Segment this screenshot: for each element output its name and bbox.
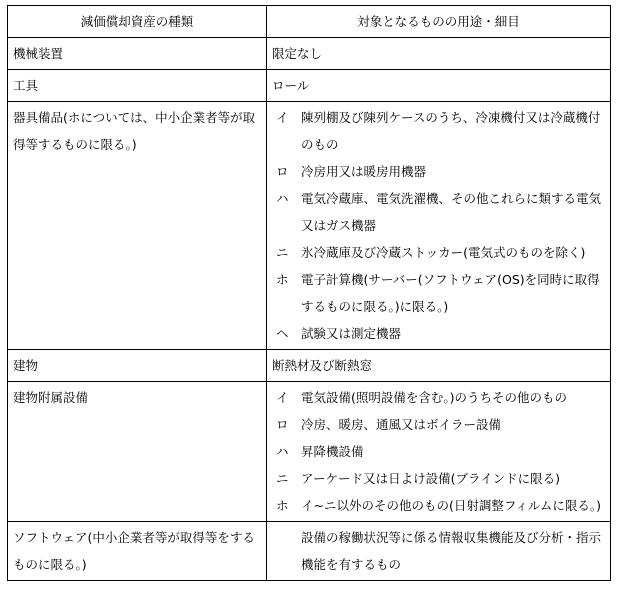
subitem-marker: ハ: [276, 191, 289, 206]
subitem-text: 試験又は測定機器: [301, 326, 402, 341]
subitem-marker: イ: [276, 110, 289, 125]
usage-details-cell: [267, 102, 611, 350]
asset-type-cell: [8, 38, 267, 70]
subitem-text: 冷房用又は暖房用機器: [301, 164, 427, 179]
usage-details-text: 限定なし: [272, 46, 323, 61]
asset-type-label: ソフトウェア(中小企業者等が取得等をするものに限る。): [13, 530, 255, 572]
subitem-marker: ハ: [276, 444, 289, 459]
table-body: [8, 38, 611, 581]
header-asset-type: 減価償却資産の種類: [8, 6, 267, 38]
asset-type-label: 器具備品(ホについては、中小企業者等が取得等するものに限る。): [13, 110, 256, 152]
subitem-marker: ニ: [276, 471, 289, 486]
asset-category-table: [7, 5, 611, 581]
asset-type-label: 機械装置: [13, 46, 64, 61]
table-row: [8, 522, 611, 581]
table-row: [8, 38, 611, 70]
asset-type-cell: [8, 350, 267, 382]
usage-subitem: [272, 158, 605, 185]
subitem-marker: ホ: [276, 272, 289, 287]
usage-subitem: [272, 266, 605, 320]
subitem-text: アーケード又は日よけ設備(ブラインドに限る): [301, 471, 561, 486]
asset-type-cell: [8, 70, 267, 102]
subitem-text: 昇降機設備: [301, 444, 364, 459]
subitem-text: 冷房、暖房、通風又はボイラー設備: [301, 417, 502, 432]
subitem-marker: ヘ: [276, 326, 289, 341]
usage-subitem: [272, 438, 605, 465]
header-usage-details: 対象となるものの用途・細目: [267, 6, 611, 38]
usage-details-cell: [267, 382, 611, 522]
subitem-marker: ホ: [276, 498, 289, 513]
asset-type-cell: [8, 382, 267, 522]
usage-subitem: [272, 320, 605, 347]
subitem-text: 設備の稼働状況等に係る情報収集機能及び分析・指示機能を有するもの: [301, 530, 602, 572]
subitem-marker: ロ: [276, 417, 289, 432]
subitem-text: 氷冷蔵庫及び冷蔵ストッカー(電気式のものを除く): [301, 245, 586, 260]
usage-subitem: [272, 239, 605, 266]
asset-type-label: 工具: [13, 78, 39, 93]
table-header-row: [8, 6, 611, 38]
usage-details-cell: [267, 70, 611, 102]
usage-details-cell: [267, 38, 611, 70]
usage-subitem: [272, 185, 605, 239]
asset-type-cell: [8, 102, 267, 350]
subitem-text: イ~ニ以外のその他のもの(日射調整フィルムに限る。): [301, 498, 601, 513]
table-row: [8, 382, 611, 522]
subitem-marker: イ: [276, 390, 289, 405]
usage-subitem: [272, 492, 605, 519]
subitem-text: 電気冷蔵庫、電気洗濯機、その他これらに類する電気又はガス機器: [301, 191, 602, 233]
usage-subitem: [272, 384, 605, 411]
asset-type-label: 建物附属設備: [13, 390, 89, 405]
asset-type-cell: [8, 522, 267, 581]
subitem-marker: [272, 524, 301, 578]
asset-type-label: 建物: [13, 358, 39, 373]
subitem-text: 陳列棚及び陳列ケースのうち、冷凍機付又は冷蔵機付のもの: [301, 110, 601, 152]
table-row: [8, 102, 611, 350]
subitem-text: 電子計算機(サーバー(ソフトウェア(OS)を同時に取得するものに限る。)に限る。): [301, 272, 600, 314]
usage-subitem: [272, 411, 605, 438]
usage-details-cell: [267, 522, 611, 581]
usage-details-cell: [267, 350, 611, 382]
subitem-marker: ロ: [276, 164, 289, 179]
subitem-text: 電気設備(照明設備を含む。)のうちその他のもの: [301, 390, 568, 405]
usage-subitem: [272, 465, 605, 492]
subitem-marker: ニ: [276, 245, 289, 260]
usage-details-text: ロール: [272, 78, 310, 93]
table-row: [8, 350, 611, 382]
usage-subitem: [272, 104, 605, 158]
usage-details-text: 断熱材及び断熱窓: [272, 358, 373, 373]
usage-subitem: [272, 524, 605, 578]
table-row: [8, 70, 611, 102]
